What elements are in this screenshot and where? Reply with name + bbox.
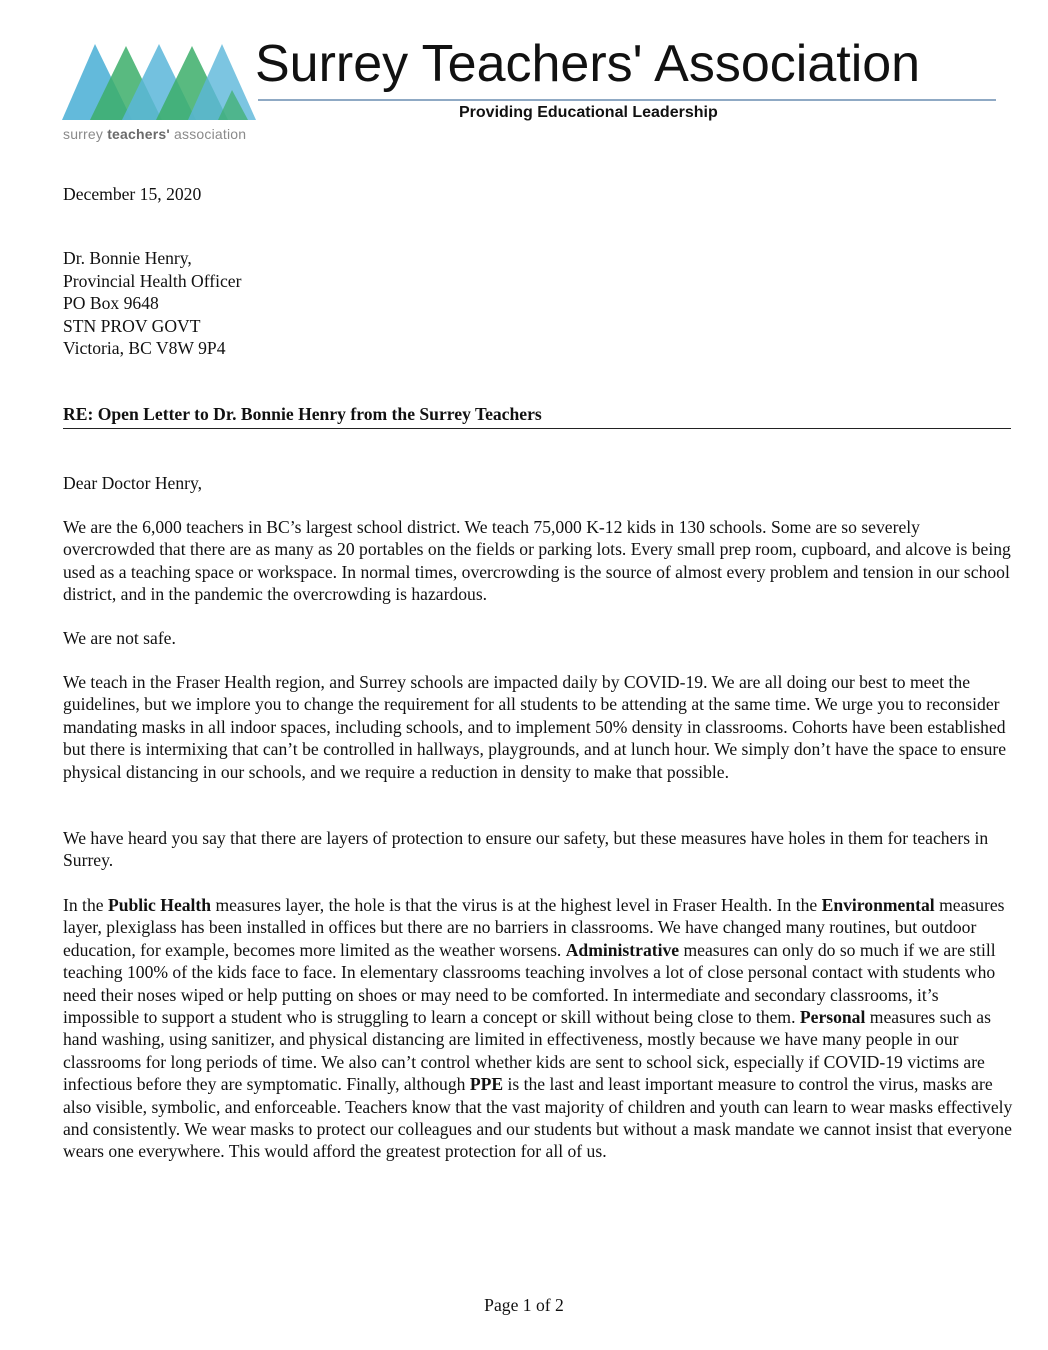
paragraph-4: We have heard you say that there are layers of protection to ensure our safety, but these measures have holes in them for teachers in Surrey. xyxy=(63,828,989,871)
text-run: measures layer, the hole is that the virus is at the highest level in Fraser Health. In the xyxy=(211,895,822,915)
address-line: Provincial Health Officer xyxy=(63,270,242,291)
text-run: measures can only do so much if we are still teaching 100% of the kids face to face. In elementary classrooms teaching involves a lot of close personal contact with students who need their noses wiped or help putting on shoes or may need to be comforted. In intermediate and secondary classrooms, it’s impossible to support a student who is struggling to learn a concept or skill without being close to them. xyxy=(63,939,996,1028)
text-run: In the xyxy=(63,895,108,915)
paragraph-3: We teach in the Fraser Health region, and Surrey schools are impacted daily by COVID-19. We are all doing our best to meet the guidelines, but we implore you to change the requirement for all students to be attending at the same time. We urge you to reconsider mandating masks in all indoor spaces, including schools, and to implement 50% density in classrooms. Cohorts have been established but there is intermixing that can’t be controlled in hallways, playgrounds, and at lunch hour. We simply don’t have the space to ensure physical distancing in our schools, and we require a reduction in density to make that possible. xyxy=(63,672,1007,782)
address-line: Dr. Bonnie Henry, xyxy=(63,248,192,268)
logo-caption-bold: teachers' xyxy=(107,126,170,142)
bold-term-public-health: Public Health xyxy=(107,895,212,915)
organization-title: Surrey Teachers' Association xyxy=(255,35,921,93)
tagline: Providing Educational Leadership xyxy=(459,104,718,121)
address-line: STN PROV GOVT xyxy=(63,315,201,336)
paragraph-1: We are the 6,000 teachers in BC’s largest school district. We teach 75,000 K-12 kids in 130 schools. Some are so severely overcrowded that there are as many as 20 portables on the fields or parking lots. Every small prep room, cupboard, and alcove is being used as a teaching space or workspace. In normal times, overcrowding is the source of almost every problem and tension in our school district, and in the pandemic the overcrowding is hazardous. xyxy=(63,517,1011,605)
logo-caption-part: surrey xyxy=(63,126,108,142)
logo-caption-part: association xyxy=(169,126,247,142)
bold-term-personal: Personal xyxy=(799,1007,866,1028)
address-line: Victoria, BC V8W 9P4 xyxy=(63,338,226,359)
letter-date: December 15, 2020 xyxy=(63,184,202,204)
paragraph-5 xyxy=(63,894,1015,1163)
salutation: Dear Doctor Henry, xyxy=(63,473,203,493)
text-run: measures layer, plexiglass has been installed in offices but there are no barriers in classrooms. We have changed many routines, but outdoor education, for example, becomes more limited as the weather worsens. xyxy=(63,895,1005,960)
bold-term-ppe: PPE xyxy=(469,1074,504,1095)
recipient-address xyxy=(63,247,1013,360)
subject-line: RE: Open Letter to Dr. Bonnie Henry from the Surrey Teachers xyxy=(63,403,1011,429)
page-number: Page 1 of 2 xyxy=(484,1295,564,1315)
text-run: measures such as hand washing, using sanitizer, and physical distancing are limited in effectiveness, mostly because we have many people in our classrooms for long periods of time. We also can’t control whether kids are sent to school sick, especially if COVID-19 victims are infectious before they are symptomatic. Finally, although xyxy=(63,1007,991,1095)
text-run: is the last and least important measure to control the virus, masks are also visible, symbolic, and enforceable. Teachers know that the vast majority of children and youth can learn to wear masks effectively and consistently. We wear masks to protect our colleagues and our students but without a mask mandate we cannot insist that everyone wears one everywhere. This would afford the greatest protection for all of us. xyxy=(63,1074,1013,1162)
paragraph-2: We are not safe. xyxy=(63,628,176,648)
title-underline xyxy=(258,99,996,101)
bold-term-administrative: Administrative xyxy=(565,939,680,960)
bold-term-environmental: Environmental xyxy=(821,895,935,915)
logo-caption xyxy=(63,126,246,142)
address-line: PO Box 9648 xyxy=(63,293,159,314)
